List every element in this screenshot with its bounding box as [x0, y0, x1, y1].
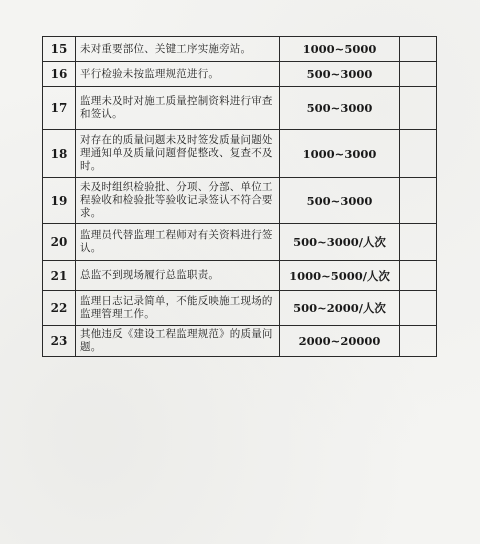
row-amount: 1000~5000/人次: [280, 261, 400, 291]
row-extra-cell: [400, 87, 437, 130]
table-row: [43, 87, 437, 130]
row-amount: 500~3000: [280, 62, 400, 87]
row-amount: 1000~5000: [280, 37, 400, 62]
table-row: [43, 326, 437, 357]
table-row: [43, 62, 437, 87]
row-number: 19: [43, 178, 76, 224]
row-number: 20: [43, 224, 76, 261]
row-description: 平行检验未按监理规范进行。: [76, 62, 280, 87]
row-amount: 500~2000/人次: [280, 291, 400, 326]
row-amount: 500~3000/人次: [280, 224, 400, 261]
row-extra-cell: [400, 326, 437, 357]
table-row: [43, 130, 437, 178]
row-extra-cell: [400, 178, 437, 224]
row-extra-cell: [400, 224, 437, 261]
row-description: 其他违反《建设工程监理规范》的质量问题。: [76, 326, 280, 357]
row-description: 监理未及时对施工质量控制资料进行审查和签认。: [76, 87, 280, 130]
row-extra-cell: [400, 261, 437, 291]
row-amount: 500~3000: [280, 87, 400, 130]
table-row: [43, 291, 437, 326]
row-extra-cell: [400, 37, 437, 62]
row-extra-cell: [400, 291, 437, 326]
table-row: [43, 224, 437, 261]
row-extra-cell: [400, 130, 437, 178]
row-description: 监理日志记录简单，不能反映施工现场的监理管理工作。: [76, 291, 280, 326]
row-extra-cell: [400, 62, 437, 87]
row-number: 18: [43, 130, 76, 178]
table-row: [43, 261, 437, 291]
row-description: 对存在的质量问题未及时签发质量问题处理通知单及质量问题督促整改、复查不及时。: [76, 130, 280, 178]
row-description: 监理员代替监理工程师对有关资料进行签认。: [76, 224, 280, 261]
row-amount: 500~3000: [280, 178, 400, 224]
row-description: 总监不到现场履行总监职责。: [76, 261, 280, 291]
row-amount: 1000~3000: [280, 130, 400, 178]
row-number: 23: [43, 326, 76, 357]
row-number: 16: [43, 62, 76, 87]
row-description: 未及时组织检验批、分项、分部、单位工程验收和检验批等验收记录签认不符合要求。: [76, 178, 280, 224]
table-row: [43, 37, 437, 62]
table-row: [43, 178, 437, 224]
penalty-table: [42, 36, 437, 357]
row-number: 21: [43, 261, 76, 291]
row-amount: 2000~20000: [280, 326, 400, 357]
row-description: 未对重要部位、关键工序实施旁站。: [76, 37, 280, 62]
row-number: 22: [43, 291, 76, 326]
row-number: 15: [43, 37, 76, 62]
row-number: 17: [43, 87, 76, 130]
